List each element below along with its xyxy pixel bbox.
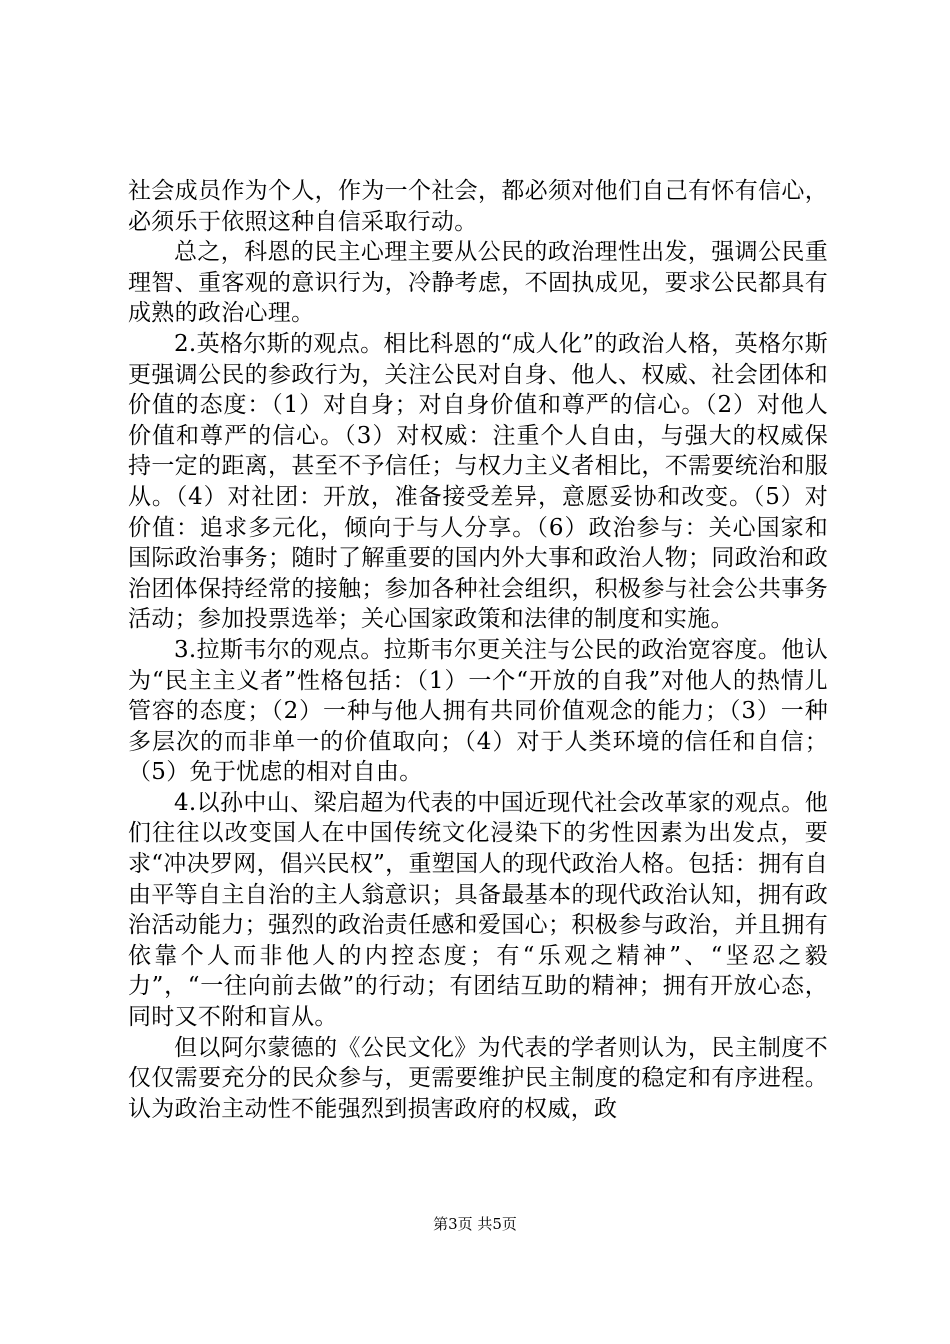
paragraph-lasswell: 3.拉斯韦尔的观点。拉斯韦尔更关注与公民的政治宽容度。他认为“民主主义者”性格包括：（1）一个“开放的自我”对他人的热情儿管容的态度；（2）一种与他人拥有共同价值观念的能力；（3）一种多层次的而非单一的价值取向；（4）对于人类环境的信任和自信；（5）免于忧虑的相对自由。 bbox=[128, 636, 828, 786]
paragraph-almond: 但以阿尔蒙德的《公民文化》为代表的学者则认为，民主制度不仅仅需要充分的民众参与，更需要维护民主制度的稳定和有序进程。认为政治主动性不能强烈到损害政府的权威，政 bbox=[128, 1034, 828, 1122]
paragraph-sun-liang: 4.以孙中山、梁启超为代表的中国近现代社会改革家的观点。他们往往以改变国人在中国传统文化浸染下的劣性因素为出发点，要求“冲决罗网，倡兴民权”，重塑国人的现代政治人格。包括：拥有自由平等自主自治的主人翁意识；具备最基本的现代政治认知，拥有政治活动能力；强烈的政治责任感和爱国心；积极参与政治，并且拥有依靠个人而非他人的内控态度；有“乐观之精神”、“坚忍之毅力”，“一往向前去做”的行动；有团结互助的精神；拥有开放心态，同时又不附和盲从。 bbox=[128, 789, 828, 1031]
page-number-footer: 第3页 共5页 bbox=[433, 1215, 517, 1233]
document-body bbox=[128, 176, 828, 1124]
paragraph-inkeles: 2.英格尔斯的观点。相比科恩的“成人化”的政治人格，英格尔斯更强调公民的参政行为，关注公民对自身、他人、权威、社会团体和价值的态度：（1）对自身；对自身价值和尊严的信心。（2）对他人价值和尊严的信心。（3）对权威：注重个人自由，与强大的权威保持一定的距离，甚至不予信任；与权力主义者相比，不需要统治和服从。（4）对社团：开放，准备接受差异，意愿妥协和改变。（5）对价值：追求多元化，倾向于与人分享。（6）政治参与：关心国家和国际政治事务；随时了解重要的国内外大事和政治人物；同政治和政治团体保持经常的接触；参加各种社会组织，积极参与社会公共事务活动；参加投票选举；关心国家政策和法律的制度和实施。 bbox=[128, 330, 828, 633]
paragraph-cohen-summary: 总之，科恩的民主心理主要从公民的政治理性出发，强调公民重理智、重客观的意识行为，冷静考虑，不固执成见，要求公民都具有成熟的政治心理。 bbox=[128, 239, 828, 327]
paragraph-continuation: 社会成员作为个人，作为一个社会，都必须对他们自己有怀有信心，必须乐于依照这种自信采取行动。 bbox=[128, 178, 828, 235]
